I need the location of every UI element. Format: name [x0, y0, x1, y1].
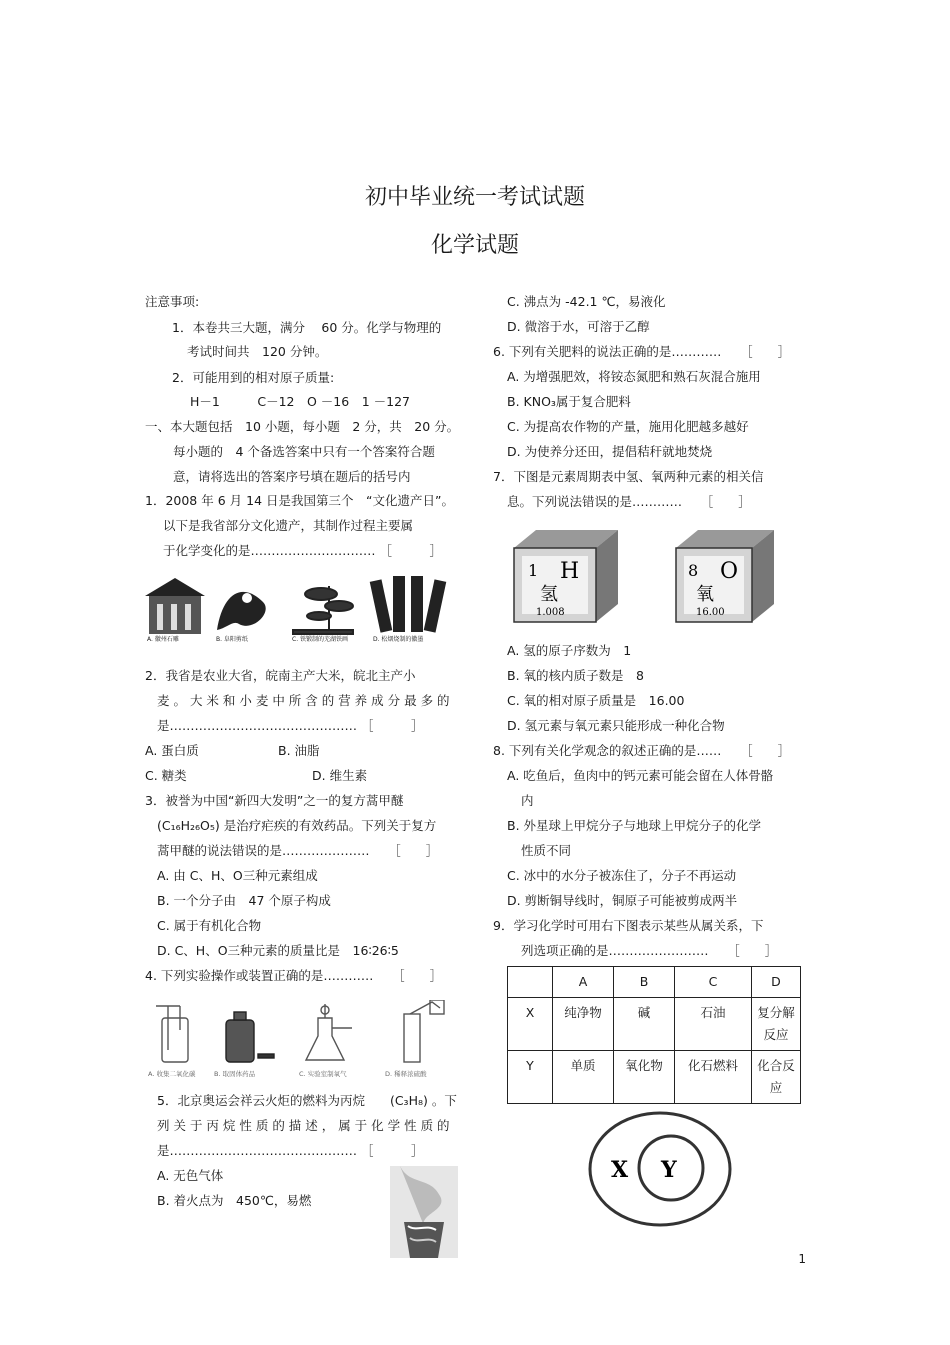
table-cell: C [675, 967, 752, 998]
q6-option-c: C. 为提高农作物的产量，施用化肥越多越好 [507, 419, 749, 434]
table-row [508, 1051, 801, 1104]
question-3-line-1: 3．被誉为中国“新四大发明”之一的复方蒿甲醚 [145, 793, 404, 808]
table-cell: Y [508, 1051, 553, 1104]
page-number: 1 [798, 1252, 806, 1266]
flask-icon [306, 1004, 352, 1060]
question-9-line-2: 列选项正确的是…………………… ［ ］ [521, 943, 778, 958]
q1-caption-c: C. 铁锻制的芜湖铁画 [292, 636, 349, 643]
q7-option-b: B. 氧的核内质子数是 8 [507, 668, 644, 683]
paper-cut-icon [217, 592, 266, 630]
q6-option-a: A. 为增强肥效，将铵态氮肥和熟石灰混合施用 [507, 369, 761, 384]
question-7-line-2: 息。下列说法错误的是………… ［ ］ [507, 494, 751, 509]
q5-option-c: C. 沸点为 -42.1 ℃，易液化 [507, 294, 666, 309]
q1-caption-d: D. 松烟烧制的徽墨 [373, 636, 424, 643]
q2-option-d: D. 维生素 [312, 768, 368, 783]
question-2-line-3: 是……………………………………… ［ ］ [157, 718, 424, 733]
gas-bottle-icon [156, 1006, 188, 1062]
question-5-line-3: 是……………………………………… ［ ］ [157, 1143, 424, 1158]
note-2-line-1: 2．可能用到的相对原子质量: [172, 370, 335, 385]
table-cell: X [508, 998, 553, 1051]
q2-option-b: B. 油脂 [278, 743, 320, 758]
note-1-line-1: 1．本卷共三大题，满分 60 分。化学与物理的 [172, 320, 442, 335]
q5-option-d: D. 微溶于水，可溶于乙醇 [507, 319, 650, 334]
page-title: 初中毕业统一考试试题 [364, 185, 585, 210]
question-1-line-3: 于化学变化的是………………………… ［ ］ [163, 543, 442, 558]
q3-option-b: B. 一个分子由 47 个原子构成 [157, 893, 331, 908]
question-7-line-1: 7．下图是元素周期表中氢、氧两种元素的相关信 [493, 469, 764, 484]
question-1-line-1: 1．2008 年 6 月 14 日是我国第三个 “文化遗产日”。 [145, 493, 454, 508]
q4-caption-d: D. 稀释浓硫酸 [385, 1070, 427, 1078]
section-1-line-3: 意，请将选出的答案序号填在题后的括号内 [173, 469, 411, 484]
q3-option-d: D. C、H、O三种元素的质量比是 16∶26∶5 [157, 943, 399, 958]
table-cell: 化合反应 [752, 1051, 801, 1104]
q3-option-c: C. 属于有机化合物 [157, 918, 262, 933]
question-6: 6. 下列有关肥料的说法正确的是………… ［ ］ [493, 344, 791, 359]
q1-caption-b: B. 阜阳剪纸 [216, 636, 248, 643]
lab-apparatus-image [148, 1000, 448, 1066]
stone-carving-icon [145, 578, 205, 634]
q7-option-a: A. 氢的原子序数为 1 [507, 643, 632, 658]
hydrogen-name: 氢 [540, 584, 558, 605]
hydrogen-mass: 1.008 [536, 607, 565, 618]
torch-image [390, 1166, 458, 1258]
page-subtitle: 化学试题 [430, 233, 519, 258]
q1-caption-a: A. 徽州石雕 [147, 636, 179, 643]
table-cell: D [752, 967, 801, 998]
table-cell: 氧化物 [614, 1051, 675, 1104]
oxygen-cube [672, 526, 778, 626]
q4-caption-b: B. 取固体药品 [214, 1070, 256, 1078]
q5-option-a: A. 无色气体 [157, 1168, 224, 1183]
note-1-line-2: 考试时间共 120 分钟。 [187, 344, 328, 359]
hydrogen-cube [510, 526, 622, 626]
question-3-line-2: (C₁₆H₂₆O₅) 是治疗疟疾的有效药品。下列关于复方 [157, 818, 437, 833]
question-9-line-1: 9．学习化学时可用右下图表示某些从属关系，下 [493, 918, 764, 933]
question-5-line-2: 列 关 于 丙 烷 性 质 的 描 述 ， 属 于 化 学 性 质 的 [157, 1118, 450, 1133]
q6-option-d: D. 为使养分还田，提倡秸秆就地焚烧 [507, 444, 713, 459]
oxygen-mass: 16.00 [696, 607, 725, 618]
q6-option-b: B. KNO₃属于复合肥料 [507, 394, 631, 409]
venn-label-y: Y [661, 1157, 677, 1183]
q4-caption-a: A. 收集二氧化碳 [148, 1070, 196, 1078]
table-cell: 化石燃料 [675, 1051, 752, 1104]
q8-option-c: C. 冰中的水分子被冻住了，分子不再运动 [507, 868, 737, 883]
table-cell: 单质 [553, 1051, 614, 1104]
iron-painting-icon [293, 586, 353, 634]
question-1-line-2: 以下是我省部分文化遗产，其制作过程主要属 [163, 518, 414, 533]
hydrogen-number: 1 [528, 561, 539, 580]
section-1-line-2: 每小题的 4 个备选答案中只有一个答案符合题 [173, 444, 435, 459]
q3-option-a: A. 由 C、H、O三种元素组成 [157, 868, 318, 883]
q9-options-table [507, 966, 801, 1104]
question-8: 8. 下列有关化学观念的叙述正确的是…… ［ ］ [493, 743, 791, 758]
table-cell: 碱 [614, 998, 675, 1051]
venn-diagram [585, 1108, 735, 1230]
venn-label-x: X [611, 1157, 629, 1183]
q8-option-d: D. 剪断铜导线时，铜原子可能被剪成两半 [507, 893, 738, 908]
table-cell: B [614, 967, 675, 998]
q8-option-a-line-2: 内 [521, 793, 534, 808]
table-cell: 石油 [675, 998, 752, 1051]
question-3-line-3: 蒿甲醚的说法错误的是………………… ［ ］ [157, 843, 439, 858]
oxygen-name: 氧 [696, 584, 714, 605]
hydrogen-symbol: H [560, 559, 580, 584]
reagent-bottle-icon [226, 1012, 274, 1062]
q7-option-c: C. 氧的相对原子质量是 16.00 [507, 693, 685, 708]
question-5-line-1: 5．北京奥运会祥云火炬的燃料为丙烷 (C₃H₈) 。下 [157, 1093, 457, 1108]
table-cell: A [553, 967, 614, 998]
table-cell [508, 967, 553, 998]
q4-caption-c: C. 实验室制氧气 [299, 1070, 347, 1078]
question-4: 4. 下列实验操作或装置正确的是………… ［ ］ [145, 968, 443, 983]
table-row [508, 998, 801, 1051]
q5-option-b: B. 着火点为 450℃，易燃 [157, 1193, 312, 1208]
question-2-line-1: 2．我省是农业大省，皖南主产大米，皖北主产小 [145, 668, 416, 683]
q8-option-b-line-1: B. 外星球上甲烷分子与地球上甲烷分子的化学 [507, 818, 762, 833]
q8-option-a-line-1: A. 吃鱼后，鱼肉中的钙元素可能会留在人体骨骼 [507, 768, 774, 783]
question-2-line-2: 麦 。 大 米 和 小 麦 中 所 含 的 营 养 成 分 最 多 的 [157, 693, 450, 708]
table-cell: 纯净物 [553, 998, 614, 1051]
table-header-row [508, 967, 801, 998]
q7-option-d: D. 氢元素与氧元素只能形成一种化合物 [507, 718, 725, 733]
note-2-line-2: H－1 C－12 O －16 1 －127 [190, 394, 410, 409]
oxygen-symbol: O [720, 559, 739, 584]
oxygen-number: 8 [688, 561, 699, 580]
table-cell: 复分解反应 [752, 998, 801, 1051]
q8-option-b-line-2: 性质不同 [521, 843, 572, 858]
ink-stick-icon [370, 576, 447, 633]
section-1-line-1: 一、本大题包括 10 小题，每小题 2 分，共 20 分。 [145, 419, 460, 434]
cylinder-icon [404, 1000, 444, 1062]
notes-heading: 注意事项: [145, 294, 200, 309]
q2-option-c: C. 糖类 [145, 768, 187, 783]
q2-option-a: A. 蛋白质 [145, 743, 199, 758]
